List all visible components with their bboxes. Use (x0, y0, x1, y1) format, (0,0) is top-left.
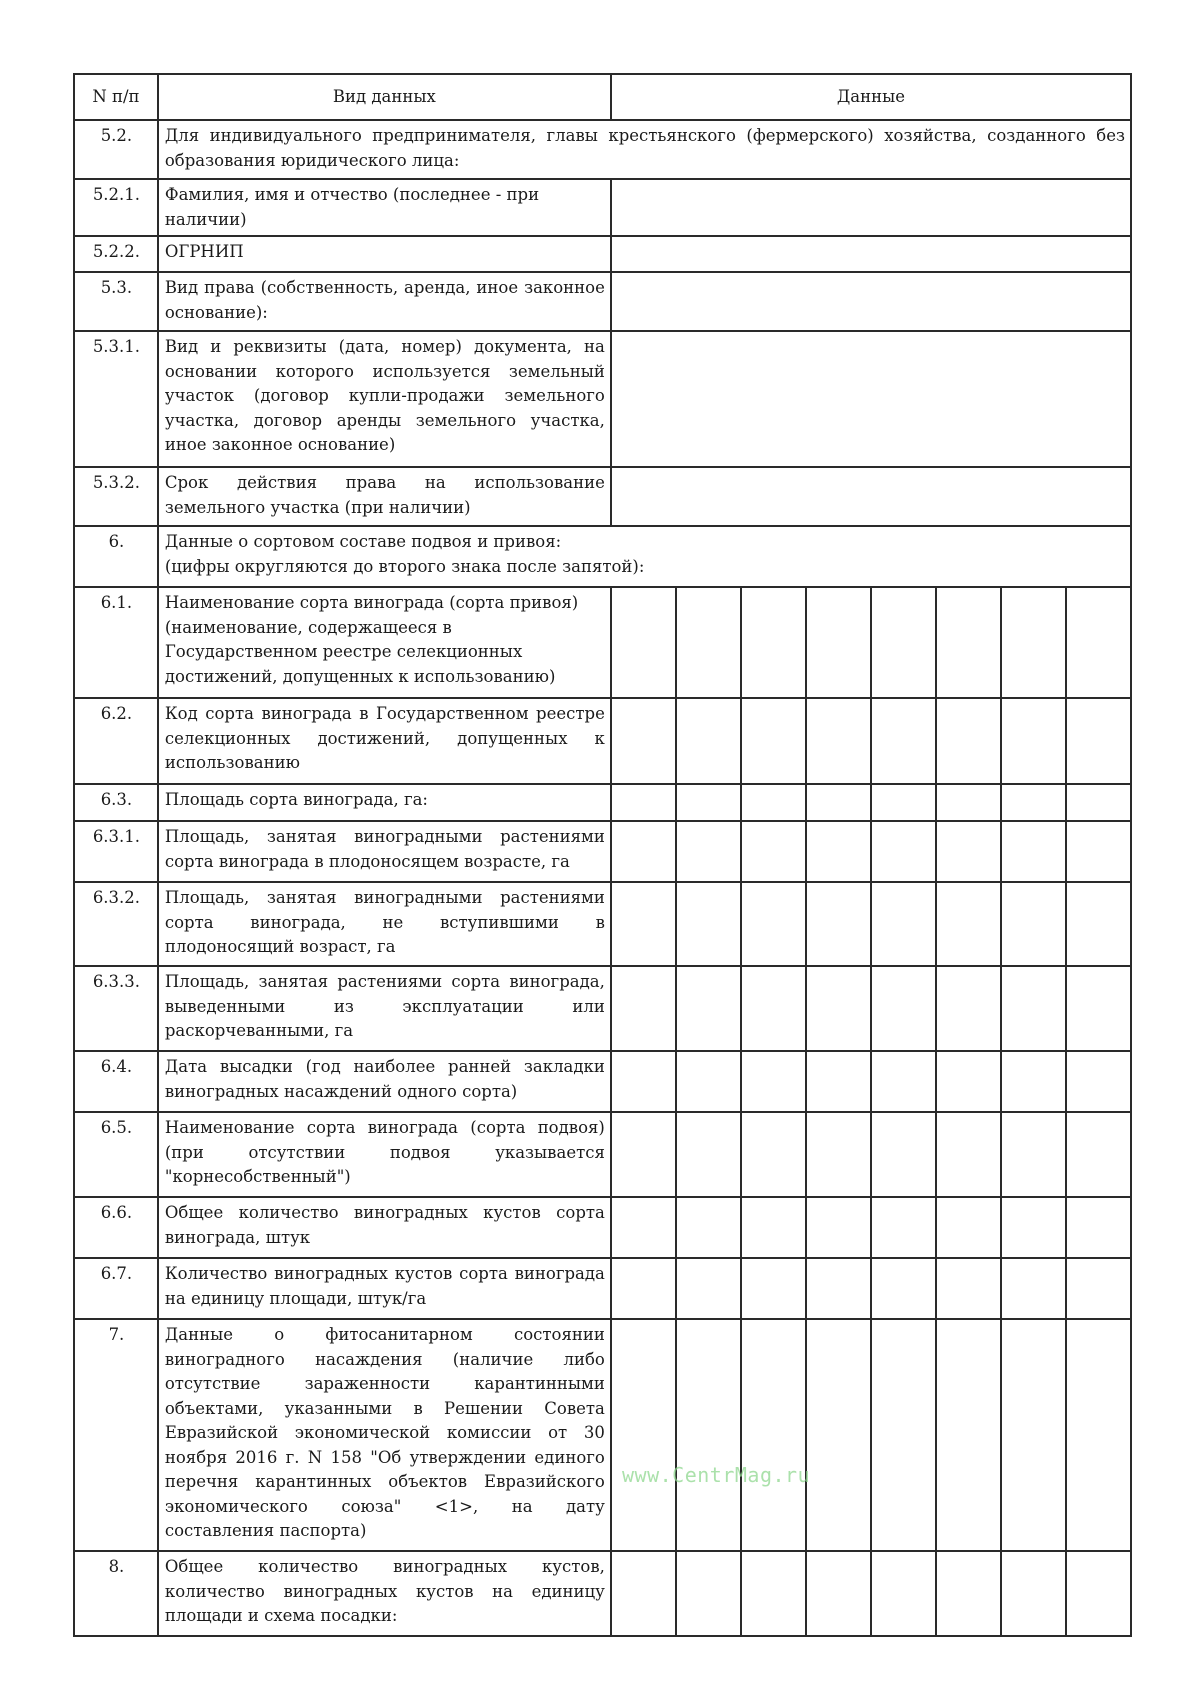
data-cell[interactable] (611, 587, 676, 698)
data-cell[interactable] (936, 882, 1001, 966)
data-cell[interactable] (806, 1551, 871, 1636)
data-cell[interactable] (1066, 587, 1131, 698)
table-row (74, 526, 1131, 587)
row-number: 8. (74, 1551, 158, 1636)
row-label: Площадь, занятая растениями сорта винограда, выведенными из эксплуатации или раскорчеванными, га (158, 966, 611, 1051)
data-cell[interactable] (1001, 821, 1066, 882)
data-cell[interactable] (936, 1051, 1001, 1112)
data-cell[interactable] (676, 1051, 741, 1112)
row-label: Вид и реквизиты (дата, номер) документа, на основании которого используется земельный участок (договор купли-продажи земельного участка, договор аренды земельного участка, иное законное основание) (158, 331, 611, 467)
table-row (74, 179, 1131, 236)
row-number: 6.7. (74, 1258, 158, 1319)
row-number: 7. (74, 1319, 158, 1551)
row-label: ОГРНИП (158, 236, 611, 272)
passport-table (73, 73, 1132, 1637)
data-cell[interactable] (806, 587, 871, 698)
data-cell[interactable] (1001, 1112, 1066, 1197)
table-row (74, 882, 1131, 966)
data-cell[interactable] (611, 966, 676, 1051)
row-number: 6.3.2. (74, 882, 158, 966)
table-row (74, 587, 1131, 698)
row-label: Площадь, занятая виноградными растениями сорта винограда, не вступившими в плодоносящий возраст, га (158, 882, 611, 966)
row-number: 6.5. (74, 1112, 158, 1197)
data-cell[interactable] (1001, 1551, 1066, 1636)
row-label: Наименование сорта винограда (сорта подвоя) (при отсутствии подвоя указывается "корнесобственный") (158, 1112, 611, 1197)
data-cell[interactable] (676, 587, 741, 698)
data-cell[interactable] (611, 1551, 676, 1636)
row-number: 6.3. (74, 784, 158, 821)
data-cell[interactable] (1066, 882, 1131, 966)
data-cell[interactable] (871, 1051, 936, 1112)
watermark: www.CentrMag.ru (622, 1463, 811, 1487)
row-number: 5.3.2. (74, 467, 158, 526)
data-cell[interactable] (871, 821, 936, 882)
row-number: 5.2. (74, 120, 158, 179)
data-cell[interactable] (676, 1112, 741, 1197)
header-num: N п/п (74, 74, 158, 120)
data-cell[interactable] (741, 1551, 806, 1636)
data-cell[interactable] (741, 821, 806, 882)
data-cell[interactable] (936, 698, 1001, 784)
table-row (74, 1197, 1131, 1258)
row-label-line: Данные о сортовом составе подвоя и привоя: (164, 532, 562, 551)
data-cell[interactable] (806, 882, 871, 966)
row-number: 5.3.1. (74, 331, 158, 467)
data-cell[interactable] (741, 966, 806, 1051)
data-cell[interactable] (936, 966, 1001, 1051)
row-label: Количество виноградных кустов сорта винограда на единицу площади, штук/га (158, 1258, 611, 1319)
data-cell[interactable] (1066, 1319, 1131, 1551)
table-row (74, 821, 1131, 882)
row-label: Наименование сорта винограда (сорта привоя) (наименование, содержащееся в Государственном реестре селекционных достижений, допущенных к использованию) (158, 587, 611, 698)
row-number: 6.4. (74, 1051, 158, 1112)
data-cell[interactable] (806, 1051, 871, 1112)
data-cell[interactable] (1001, 966, 1066, 1051)
data-cell[interactable] (676, 1319, 741, 1551)
data-cell[interactable] (936, 587, 1001, 698)
data-cell[interactable] (611, 784, 676, 821)
data-cell[interactable] (676, 966, 741, 1051)
header-data: Данные (611, 74, 1131, 120)
data-cell[interactable] (676, 1197, 741, 1258)
table-row (74, 467, 1131, 526)
row-number: 6. (74, 526, 158, 587)
row-label: Код сорта винограда в Государственном реестре селекционных достижений, допущенных к использованию (158, 698, 611, 784)
data-cell[interactable] (1066, 1551, 1131, 1636)
data-cell[interactable] (611, 331, 1131, 467)
row-label: Данные о фитосанитарном состоянии виноградного насаждения (наличие либо отсутствие зараженности карантинными объектами, указанными в Решении Совета Евразийской экономической комиссии от 30 ноября 2016 г. N 158 "Об утверждении единого перечня карантинных объектов Евразийского экономического союза" <1>, на дату составления паспорта) (158, 1319, 611, 1551)
data-cell[interactable] (676, 698, 741, 784)
data-cell[interactable] (806, 784, 871, 821)
data-cell[interactable] (871, 1258, 936, 1319)
data-cell[interactable] (806, 1258, 871, 1319)
data-cell[interactable] (741, 1051, 806, 1112)
data-cell[interactable] (871, 587, 936, 698)
data-cell[interactable] (871, 698, 936, 784)
data-cell[interactable] (611, 236, 1131, 272)
data-cell[interactable] (741, 1197, 806, 1258)
header-kind: Вид данных (158, 74, 611, 120)
data-cell[interactable] (611, 882, 676, 966)
data-cell[interactable] (1066, 966, 1131, 1051)
row-number: 5.2.1. (74, 179, 158, 236)
data-cell[interactable] (676, 882, 741, 966)
data-cell[interactable] (741, 882, 806, 966)
data-cell[interactable] (1001, 1319, 1066, 1551)
row-label: Для индивидуального предпринимателя, главы крестьянского (фермерского) хозяйства, созданного без образования юридического лица: (158, 120, 1131, 179)
table-row (74, 698, 1131, 784)
data-cell[interactable] (611, 1051, 676, 1112)
row-label: Площадь, занятая виноградными растениями сорта винограда в плодоносящем возрасте, га (158, 821, 611, 882)
data-cell[interactable] (611, 272, 1131, 331)
row-number: 5.3. (74, 272, 158, 331)
data-cell[interactable] (806, 1319, 871, 1551)
data-cell[interactable] (741, 1112, 806, 1197)
row-number: 5.2.2. (74, 236, 158, 272)
data-cell[interactable] (741, 1319, 806, 1551)
data-cell[interactable] (611, 1197, 676, 1258)
data-cell[interactable] (1066, 698, 1131, 784)
data-cell[interactable] (1001, 1197, 1066, 1258)
row-label: Общее количество виноградных кустов, количество виноградных кустов на единицу площади и схема посадки: (158, 1551, 611, 1636)
data-cell[interactable] (611, 821, 676, 882)
data-cell[interactable] (936, 1319, 1001, 1551)
table-row (74, 1551, 1131, 1636)
data-cell[interactable] (1001, 698, 1066, 784)
data-cell[interactable] (1001, 882, 1066, 966)
data-cell[interactable] (936, 1197, 1001, 1258)
data-cell[interactable] (741, 1258, 806, 1319)
table-row (74, 1258, 1131, 1319)
data-cell[interactable] (871, 1319, 936, 1551)
row-number: 6.3.3. (74, 966, 158, 1051)
data-cell[interactable] (871, 1112, 936, 1197)
data-cell[interactable] (741, 587, 806, 698)
data-cell[interactable] (1001, 1258, 1066, 1319)
data-cell[interactable] (1066, 784, 1131, 821)
data-cell[interactable] (1066, 1112, 1131, 1197)
row-label: Срок действия права на использование земельного участка (при наличии) (158, 467, 611, 526)
data-cell[interactable] (936, 1112, 1001, 1197)
data-cell[interactable] (871, 784, 936, 821)
data-cell[interactable] (1001, 1051, 1066, 1112)
data-cell[interactable] (1066, 1258, 1131, 1319)
data-cell[interactable] (806, 1197, 871, 1258)
data-cell[interactable] (741, 784, 806, 821)
data-cell[interactable] (871, 1551, 936, 1636)
data-cell[interactable] (676, 1551, 741, 1636)
data-cell[interactable] (611, 179, 1131, 236)
data-cell[interactable] (806, 1112, 871, 1197)
data-cell[interactable] (611, 698, 676, 784)
data-cell[interactable] (806, 698, 871, 784)
data-cell[interactable] (611, 1258, 676, 1319)
row-label: Дата высадки (год наиболее ранней закладки виноградных насаждений одного сорта) (158, 1051, 611, 1112)
row-label-note: (цифры округляются до второго знака после запятой): (164, 556, 645, 576)
row-number: 6.3.1. (74, 821, 158, 882)
data-cell[interactable] (676, 1258, 741, 1319)
row-label: Площадь сорта винограда, га: (158, 784, 611, 821)
table-row (74, 1051, 1131, 1112)
data-cell[interactable] (611, 1319, 676, 1551)
data-cell[interactable] (936, 821, 1001, 882)
data-cell[interactable] (1001, 784, 1066, 821)
data-cell[interactable] (806, 821, 871, 882)
row-label: Общее количество виноградных кустов сорта винограда, штук (158, 1197, 611, 1258)
data-cell[interactable] (1001, 587, 1066, 698)
data-cell[interactable] (676, 821, 741, 882)
row-number: 6.6. (74, 1197, 158, 1258)
row-number: 6.2. (74, 698, 158, 784)
table-row (74, 120, 1131, 179)
table-row (74, 784, 1131, 821)
data-cell[interactable] (611, 467, 1131, 526)
data-cell[interactable] (936, 1258, 1001, 1319)
data-cell[interactable] (936, 1551, 1001, 1636)
row-label: Фамилия, имя и отчество (последнее - при наличии) (158, 179, 611, 236)
row-number: 6.1. (74, 587, 158, 698)
table-row (74, 966, 1131, 1051)
data-cell[interactable] (871, 966, 936, 1051)
data-cell[interactable] (1066, 1197, 1131, 1258)
row-label: Вид права (собственность, аренда, иное законное основание): (158, 272, 611, 331)
data-cell[interactable] (871, 1197, 936, 1258)
data-cell[interactable] (1066, 1051, 1131, 1112)
table-row (74, 1112, 1131, 1197)
data-cell[interactable] (806, 966, 871, 1051)
data-cell[interactable] (871, 882, 936, 966)
table-row (74, 236, 1131, 272)
header-row (74, 74, 1131, 120)
table-row (74, 331, 1131, 467)
table-row (74, 1319, 1131, 1551)
row-label (158, 526, 1131, 587)
data-cell[interactable] (936, 784, 1001, 821)
data-cell[interactable] (741, 698, 806, 784)
table-row (74, 272, 1131, 331)
data-cell[interactable] (1066, 821, 1131, 882)
data-cell[interactable] (611, 1112, 676, 1197)
data-cell[interactable] (676, 784, 741, 821)
